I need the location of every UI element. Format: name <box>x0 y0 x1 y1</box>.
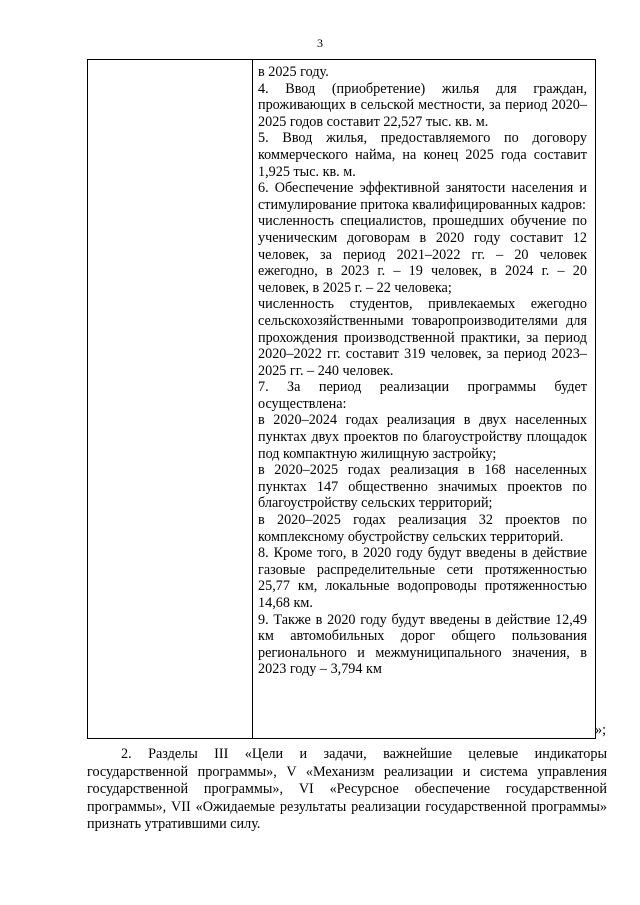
paragraph-year-2025-tail: в 2025 году. <box>258 64 329 80</box>
program-indicators-table <box>87 59 596 739</box>
paragraph-item-4-housing: 4. Ввод (приобретение) жилья для граждан, проживающих в сельской местности, за период 2020–2025 годов составит 22,527 тыс. кв. м. <box>258 80 587 130</box>
paragraph-item-5-rental-housing: 5. Ввод жилья, предоставляемого по договору коммерческого найма, на конец 2025 года составит 1,925 тыс. кв. м. <box>258 130 587 180</box>
table-right-cell <box>253 60 596 739</box>
body-paragraph-item-2: 2. Разделы III «Цели и задачи, важнейшие целевые индикаторы государственной программы», V «Механизм реализации и система управления государственной программы», VI «Ресурсное обеспечение государственной программы», VII «Ожидаемые результаты реализации государственной программы» признать утратившими силу. <box>87 746 607 832</box>
table-row <box>88 60 596 739</box>
paragraph-students-count: численность студентов, привлекаемых ежегодно сельскохозяйственными товаропроизводителями для прохождения производственной практики, за период 2020–2022 гг. составит 319 человек, за период 2023–2025 гг. – 240 человек. <box>258 296 587 379</box>
paragraph-item-6-employment: 6. Обеспечение эффективной занятости населения и стимулирование притока квалифицированных кадров: <box>258 180 587 213</box>
table-cell-content <box>253 60 595 678</box>
paragraph-specialists-count: численность специалистов, прошедших обучение по ученическим договорам в 2020 году составит 12 человек, за период 2021–2022 гг. – 20 человек ежегодно, в 2023 г. – 19 человек, в 2024 г. – 20 человек, в 2025 г. – 22 человека; <box>258 213 587 296</box>
closing-quote-mark: »; <box>595 722 607 738</box>
paragraph-complex-projects: в 2020–2025 годах реализация 32 проектов по комплексному обустройству сельских территорий. <box>258 512 587 545</box>
paragraph-item-7-implementation: 7. За период реализации программы будет осуществлена: <box>258 379 587 412</box>
page-number: 3 <box>317 36 323 50</box>
paragraph-item-9-roads: 9. Также в 2020 году будут введены в действие 12,49 км автомобильных дорог общего пользования регионального и межмуниципального значения, в 2023 году – 3,794 км <box>258 611 587 678</box>
paragraph-housing-sites-projects: в 2020–2024 годах реализация в двух населенных пунктах двух проектов по благоустройству площадок под компактную жилищную застройку; <box>258 412 587 462</box>
table-left-cell <box>88 60 253 739</box>
paragraph-item-8-gas-water: 8. Кроме того, в 2020 году будут введены в действие газовые распределительные сети протяженностью 25,77 км, локальные водопроводы протяженностью 14,68 км. <box>258 545 587 611</box>
paragraph-public-projects: в 2020–2025 годах реализация в 168 населенных пунктах 147 общественно значимых проектов по благоустройству сельских территорий; <box>258 462 587 512</box>
